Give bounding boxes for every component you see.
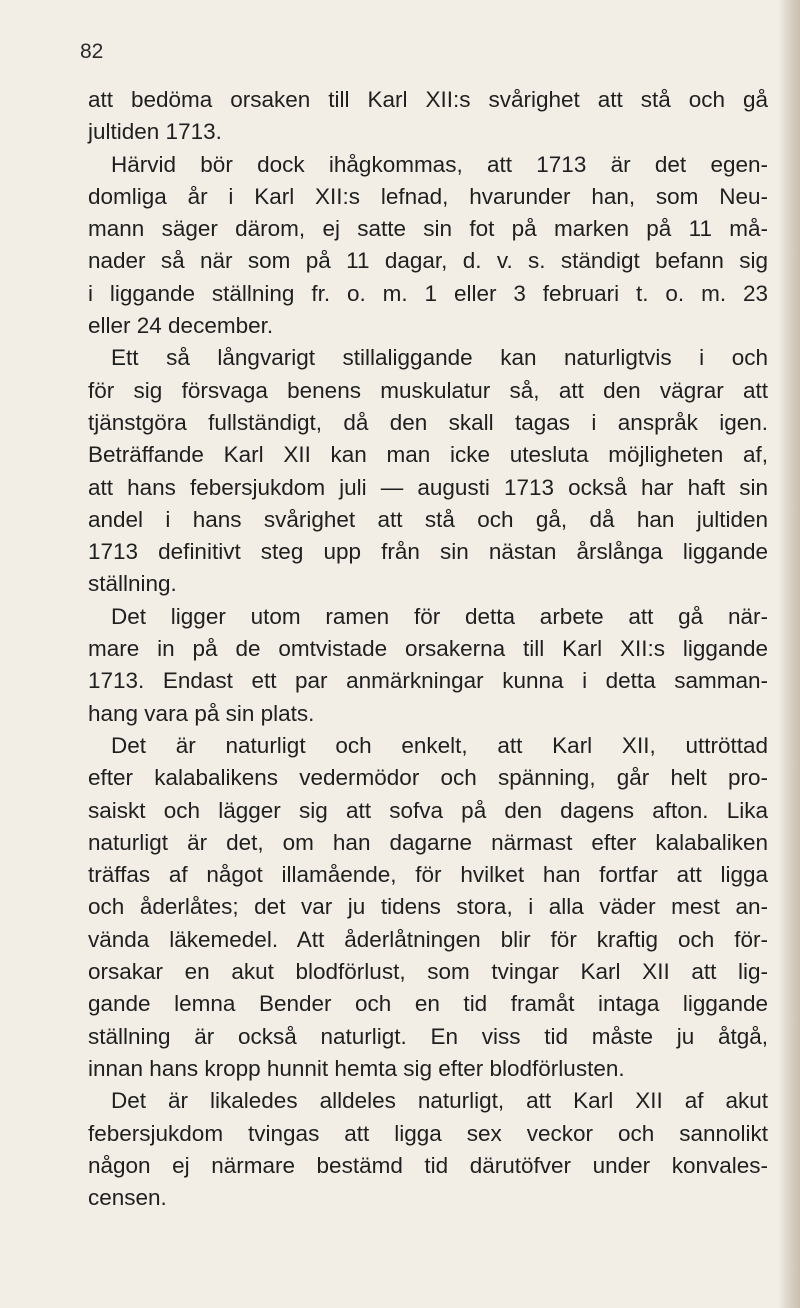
paragraph <box>88 730 768 1085</box>
text-line: domliga år i Karl XII:s lefnad, hvarunder han, som Neu- <box>88 183 768 209</box>
text-line: 1713 definitivt steg upp från sin nästan årslånga liggande <box>88 539 768 565</box>
paragraph <box>88 342 768 600</box>
text-line: att hans febersjukdom juli — augusti 1713 också har haft sin <box>88 474 768 500</box>
text-line: orsakar en akut blodförlust, som tvingar Karl XII att lig- <box>88 959 768 985</box>
text-line: någon ej närmare bestämd tid därutöfver under konvales- <box>88 1152 768 1178</box>
text-line: eller 24 december. <box>88 313 274 339</box>
text-line: mann säger därom, ej satte sin fot på marken på 11 må- <box>88 216 768 242</box>
paragraph <box>88 149 768 343</box>
text-line: naturligt är det, om han dagarne närmast efter kalabaliken <box>88 829 768 855</box>
text-line: gande lemna Bender och en tid framåt intaga liggande <box>88 991 768 1017</box>
paragraph <box>88 1085 768 1214</box>
text-line: ställning. <box>88 571 177 597</box>
text-line: nader så när som på 11 dagar, d. v. s. ständigt befann sig <box>88 248 768 274</box>
text-line: Beträffande Karl XII kan man icke utesluta möjligheten af, <box>88 442 768 468</box>
text-line: jultiden 1713. <box>88 119 222 145</box>
text-line: Det ligger utom ramen för detta arbete att gå när- <box>111 603 768 629</box>
paragraph <box>88 601 768 730</box>
text-line: 1713. Endast ett par anmärkningar kunna i detta samman- <box>88 668 768 694</box>
text-line: saiskt och lägger sig att sofva på den dagens afton. Lika <box>88 797 768 823</box>
text-line: andel i hans svårighet att stå och gå, då han jultiden <box>88 506 768 532</box>
text-line: febersjukdom tvingas att ligga sex veckor och sannolikt <box>88 1120 768 1146</box>
text-line: censen. <box>88 1185 167 1211</box>
text-line: Det är likaledes alldeles naturligt, att Karl XII af akut <box>111 1088 768 1114</box>
text-line: Ett så långvarigt stillaliggande kan naturligtvis i och <box>111 345 768 371</box>
text-line: träffas af något illamående, för hvilket han fortfar att ligga <box>88 862 768 888</box>
text-line: för sig försvaga benens muskulatur så, att den vägrar att <box>88 377 768 403</box>
text-line: mare in på de omtvistade orsakerna till Karl XII:s liggande <box>88 636 768 662</box>
text-line: hang vara på sin plats. <box>88 700 315 726</box>
page-edge-shadow <box>778 0 800 1308</box>
text-line: vända läkemedel. Att åderlåtningen blir för kraftig och för- <box>88 926 768 952</box>
page-number: 82 <box>80 40 104 63</box>
text-line: innan hans kropp hunnit hemta sig efter blodförlusten. <box>88 1055 625 1081</box>
text-line: och åderlåtes; det var ju tidens stora, i alla väder mest an- <box>88 894 768 920</box>
body-text <box>88 84 768 1214</box>
paragraph <box>88 84 768 149</box>
text-line: i liggande ställning fr. o. m. 1 eller 3 februari t. o. m. 23 <box>88 280 768 306</box>
text-line: att bedöma orsaken till Karl XII:s svårighet att stå och gå <box>88 87 768 112</box>
text-line: ställning är också naturligt. En viss tid måste ju åtgå, <box>88 1023 768 1049</box>
text-line: Det är naturligt och enkelt, att Karl XII, uttröttad <box>111 732 768 758</box>
text-line: tjänstgöra fullständigt, då den skall tagas i anspråk igen. <box>88 409 768 435</box>
text-line: Härvid bör dock ihågkommas, att 1713 är det egen- <box>111 151 768 177</box>
text-line: efter kalabalikens vedermödor och spänning, går helt pro- <box>88 765 768 791</box>
